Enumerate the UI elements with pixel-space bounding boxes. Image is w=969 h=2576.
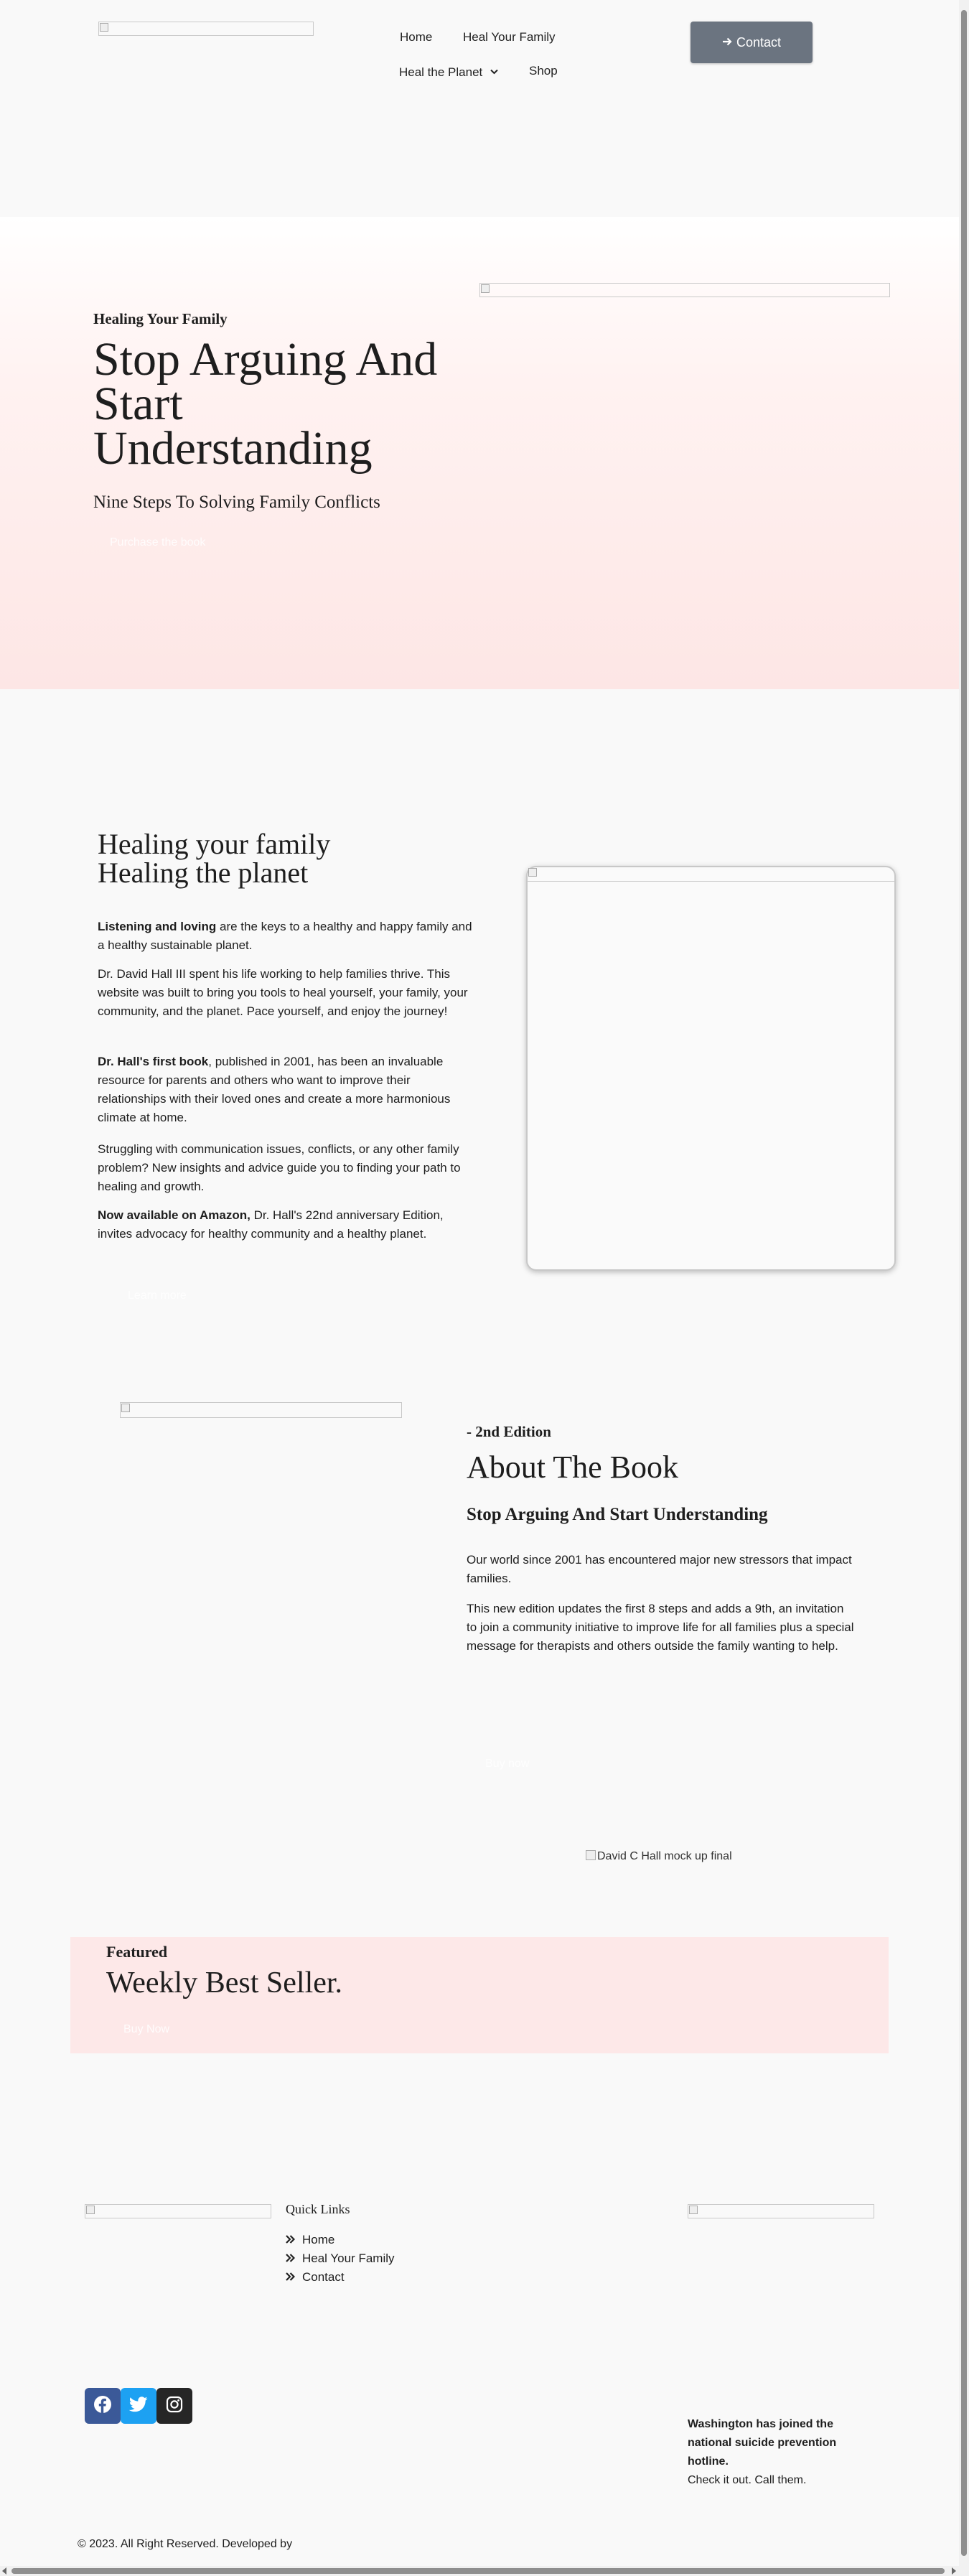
nav-home[interactable]: Home [400, 30, 433, 44]
hotline-notice-bold: Washington has joined the national suicide prevention hotline. [688, 2418, 837, 2468]
intro-paragraph-1 [98, 918, 478, 955]
about-title: About The Book [467, 1450, 678, 1485]
featured-title: Weekly Best Seller. [106, 1966, 343, 1999]
copyright-text: © 2023. All Right Reserved. Developed by [78, 2538, 293, 2550]
hero-section [0, 217, 959, 689]
purchase-book-button[interactable]: Purchase the book [110, 536, 206, 549]
book-mockup-image [586, 1850, 732, 1863]
intro-p1-text: are the keys to a healthy and happy family and a healthy sustainable planet. [98, 920, 472, 952]
twitter-icon [129, 2397, 148, 2416]
intro-p5-bold: Now available on Amazon, [98, 1208, 251, 1222]
hotline-notice-text: Check it out. Call them. [688, 2474, 807, 2486]
learn-more-button[interactable]: Learn more [128, 1289, 187, 1302]
contact-button[interactable] [691, 22, 813, 63]
vertical-scrollbar-thumb[interactable] [961, 10, 967, 2556]
intro-heading [98, 830, 330, 887]
scroll-left-arrow-icon[interactable] [2, 2567, 6, 2575]
contact-button-label: Contact [736, 34, 782, 50]
double-chevron-right-icon [286, 2251, 295, 2266]
double-chevron-right-icon [286, 2233, 295, 2247]
footer-link-home-label: Home [302, 2233, 335, 2246]
intro-p5-text: Dr. Hall's 22nd anniversary Edition, invites advocacy for healthy community and a healthy planet. [98, 1208, 444, 1241]
footer-link-heal-your-family[interactable] [286, 2251, 395, 2266]
double-chevron-right-icon [286, 2270, 295, 2285]
hotline-notice [688, 2415, 874, 2490]
facebook-icon [93, 2395, 112, 2417]
nav-heal-your-family[interactable]: Heal Your Family [463, 30, 556, 44]
footer-link-contact[interactable] [286, 2270, 345, 2285]
nav-heal-the-planet-label: Heal the Planet [399, 65, 483, 79]
footer-link-contact-label: Contact [302, 2270, 345, 2284]
footer-logo [85, 2204, 271, 2218]
about-paragraph-1: Our world since 2001 has encountered major new stressors that impact families. [467, 1553, 852, 1585]
intro-paragraph-4: Struggling with communication issues, conflicts, or any other family problem? New insights and advice guide you to finding your path to healing and growth. [98, 1142, 461, 1193]
scroll-right-arrow-icon[interactable] [952, 2567, 956, 2575]
twitter-link[interactable] [121, 2388, 156, 2424]
quick-links-title: Quick Links [286, 2202, 350, 2216]
vertical-scrollbar[interactable] [959, 0, 969, 2566]
intro-paragraph-3 [98, 1053, 478, 1127]
nav-heal-the-planet[interactable] [399, 64, 498, 80]
featured-section [70, 1937, 889, 2053]
image-placeholder-icon [586, 1850, 596, 1860]
featured-buy-now-button[interactable]: Buy Now [123, 2023, 170, 2035]
hero-eyebrow: Healing Your Family [93, 310, 228, 327]
site-logo[interactable] [98, 22, 314, 36]
intro-heading-line1: Healing your family [98, 828, 331, 860]
instagram-icon [166, 2396, 183, 2417]
book-mockup-alt: David C Hall mock up final [597, 1850, 732, 1862]
intro-paragraph-5 [98, 1206, 478, 1243]
intro-heading-line2: Healing the planet [98, 857, 309, 889]
footer-link-home[interactable] [286, 2233, 334, 2247]
about-paragraph-2: This new edition updates the first 8 steps and adds a 9th, an invitation to join a community initiative to improve life for all families plus a special message for therapists and others outside the family wanting to help. [467, 1602, 854, 1653]
instagram-link[interactable] [156, 2388, 192, 2424]
facebook-link[interactable] [85, 2388, 121, 2424]
about-eyebrow: - 2nd Edition [467, 1423, 551, 1440]
nav-shop[interactable]: Shop [529, 64, 558, 78]
footer-partner-image [688, 2204, 874, 2218]
intro-p1-bold: Listening and loving [98, 920, 217, 933]
featured-eyebrow: Featured [106, 1943, 168, 1961]
horizontal-scrollbar-thumb[interactable] [11, 2568, 945, 2574]
chevron-down-icon [490, 64, 498, 78]
intro-p3-bold: Dr. Hall's first book [98, 1055, 209, 1068]
hero-title: Stop Arguing And Start Understanding [93, 333, 438, 475]
buy-now-button[interactable]: Buy now [485, 1758, 530, 1770]
intro-image [528, 867, 894, 882]
intro-framed-image [526, 866, 896, 1271]
book-cover-image [120, 1402, 402, 1418]
intro-p3-text: , published in 2001, has been an invaluable resource for parents and others who want to improve their relationships with their loved ones and create a more harmonious climate at home. [98, 1055, 451, 1124]
intro-paragraph-2: Dr. David Hall III spent his life working to help families thrive. This website was built to bring you tools to heal yourself, your family, your community, and the planet. Pace yourself, and enjoy the journey! [98, 967, 468, 1018]
arrow-right-icon [722, 35, 732, 50]
hero-image [479, 283, 890, 297]
footer-link-heal-your-family-label: Heal Your Family [302, 2251, 395, 2265]
hero-subtitle: Nine Steps To Solving Family Conflicts [93, 493, 380, 512]
horizontal-scrollbar[interactable] [0, 2566, 969, 2576]
about-subtitle: Stop Arguing And Start Understanding [467, 1505, 768, 1524]
